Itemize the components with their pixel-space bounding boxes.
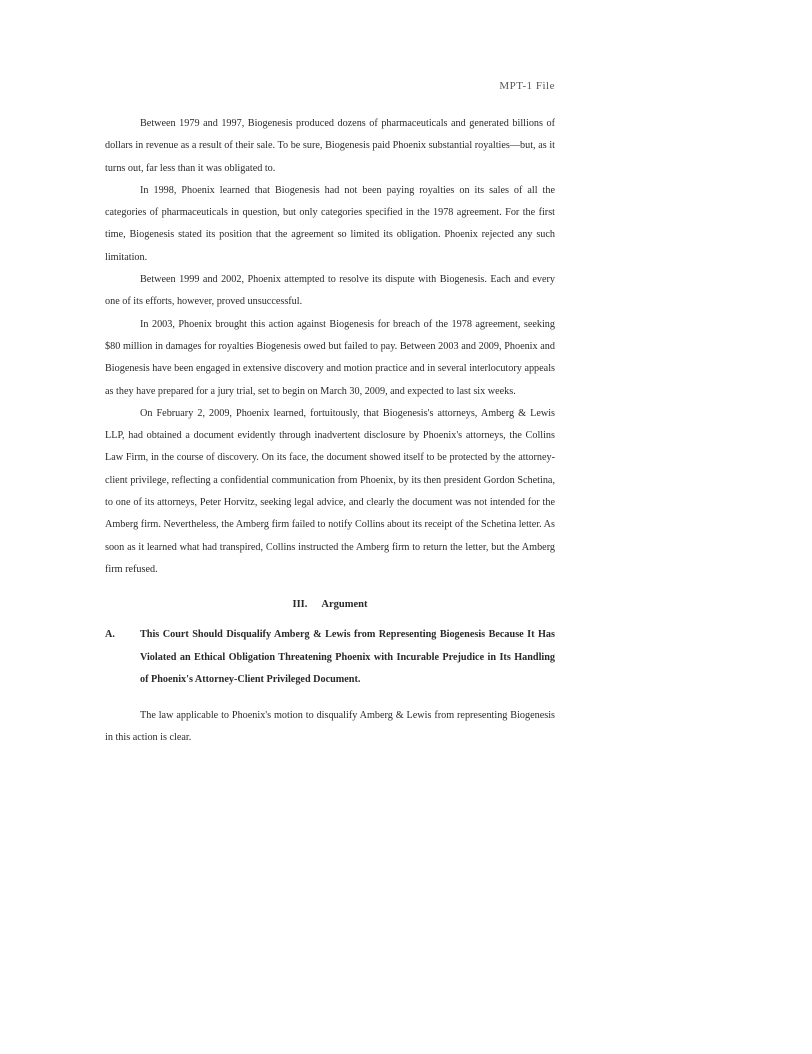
paragraph-3: Between 1999 and 2002, Phoenix attempted to resolve its dispute with Biogenesis. Each and every one of its efforts, however, proved unsuccessful. (105, 274, 555, 308)
section-number: III. (292, 599, 308, 611)
paragraph-5: On February 2, 2009, Phoenix learned, fortuitously, that Biogenesis's attorneys, Amberg & Lewis LLP, had obtained a document evidently through inadvertent disclosure by Phoenix's attorneys, the Collins Law Firm, in the course of discovery. On its face, the document showed itself to be protected by the attorney-client privilege, reflecting a confidential communication from Phoenix, by its then president Gordon Schetina, to one of its attorneys, Peter Horvitz, seeking legal advice, and clearly the document was not intended for the Amberg firm. Nevertheless, the Amberg firm failed to notify Collins about its receipt of the Schetina letter. As soon as it learned what had transpired, Collins instructed the Amberg firm to return the letter, but the Amberg firm refused. (105, 407, 555, 575)
paragraph-4: In 2003, Phoenix brought this action against Biogenesis for breach of the 1978 agreement, seeking $80 million in damages for royalties Biogenesis owed but failed to pay. Between 2003 and 2009, Phoenix and Biogenesis have been engaged in extensive discovery and motion practice and in several interlocutory appeals as they have prepared for a jury trial, set to begin on March 30, 2009, and expected to last six weeks. (105, 318, 555, 397)
document-body (105, 113, 555, 750)
page-header: MPT-1 File (499, 80, 555, 92)
paragraph-1: Between 1979 and 1997, Biogenesis produced dozens of pharmaceuticals and generated billions of dollars in revenue as a result of their sale. To be sure, Biogenesis paid Phoenix substantial royalties—but, as it turns out, far less than it was obligated to. (105, 118, 555, 174)
subsection-letter: A. (105, 629, 115, 641)
subsection-title: This Court Should Disqualify Amberg & Lewis from Representing Biogenesis Because It Has Violated an Ethical Obligation Threatening Phoenix with Incurable Prejudice in Its Handling of Phoenix's Attorney-Client Privileged Document. (140, 629, 555, 685)
section-title: Argument (321, 599, 368, 611)
closing-paragraph: The law applicable to Phoenix's motion to disqualify Amberg & Lewis from representing Biogenesis in this action is clear. (105, 710, 555, 744)
section-heading (105, 598, 555, 612)
paragraph-2: In 1998, Phoenix learned that Biogenesis had not been paying royalties on its sales of all the categories of pharmaceuticals in question, but only categories specified in the 1978 agreement. For the first time, Biogenesis stated its position that the agreement so limited its obligation. Phoenix rejected any such limitation. (105, 184, 555, 263)
subsection-heading (105, 624, 555, 691)
